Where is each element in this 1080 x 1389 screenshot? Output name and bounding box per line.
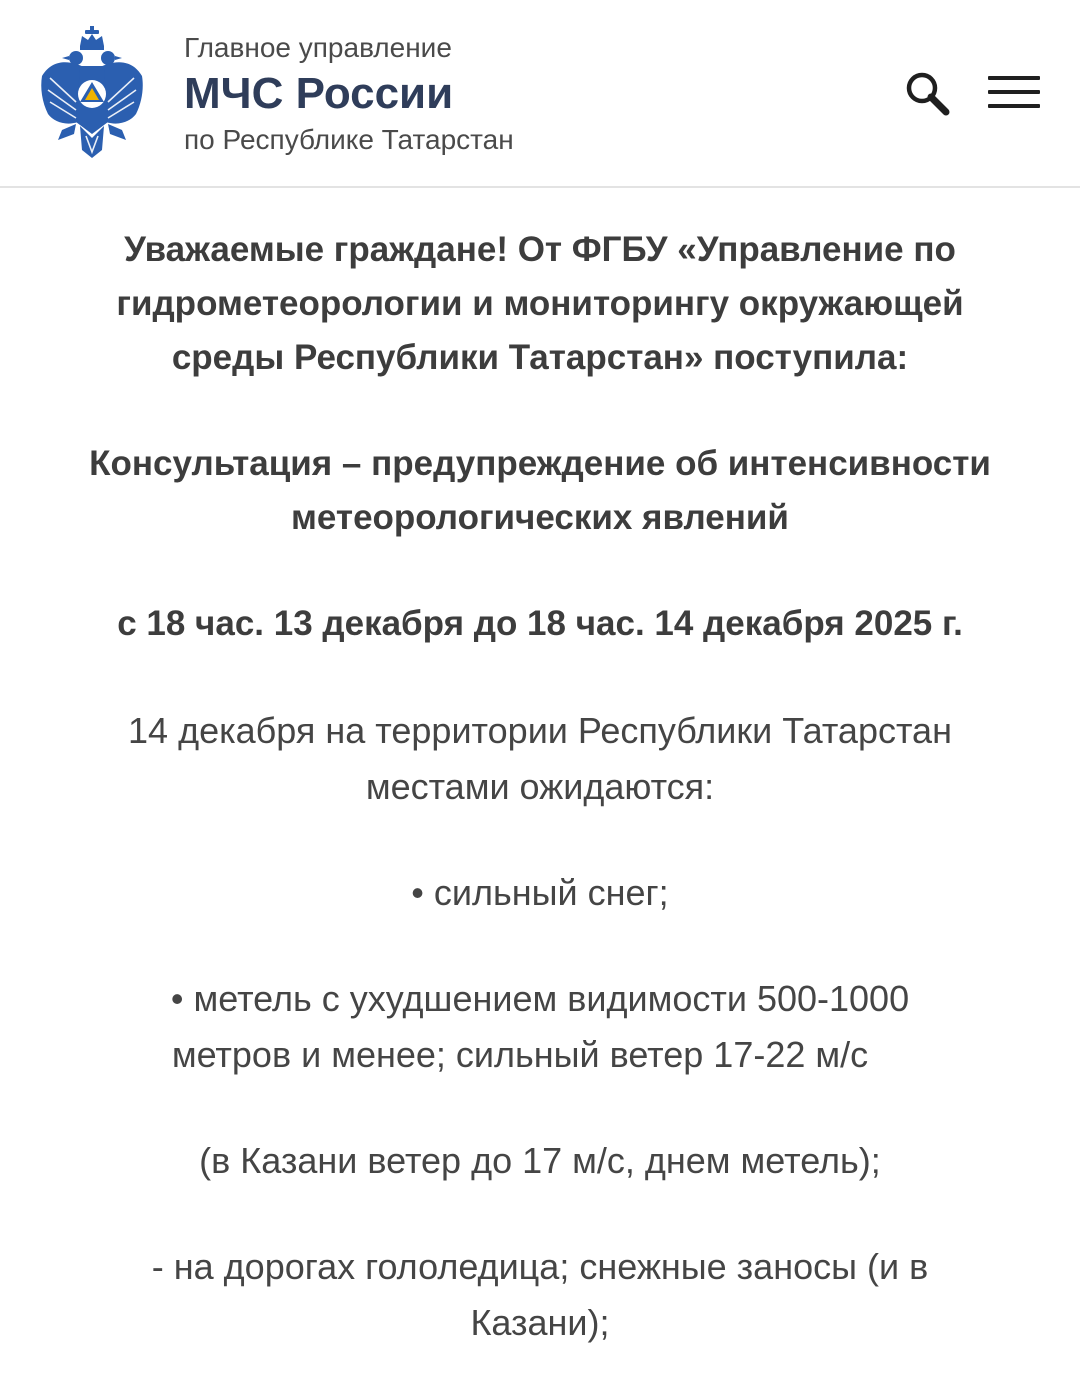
item-line: - на дорогах гололедица; снежные заносы (и в	[151, 1246, 929, 1287]
forecast-item-kazan	[0, 1133, 1080, 1189]
title-line: метеорологических явлений	[291, 498, 789, 537]
period-line: с 18 час. 13 декабря до 18 час. 14 декабря 2025 г.	[117, 604, 963, 643]
brand-title: МЧС России	[184, 69, 454, 118]
announcement-intro	[0, 223, 1080, 385]
forecast-intro	[0, 703, 1080, 815]
item-line: • сильный снег;	[411, 872, 669, 913]
forecast-item-snow	[0, 865, 1080, 921]
mchs-eagle-emblem-icon[interactable]	[36, 26, 148, 162]
site-header	[0, 0, 1080, 188]
forecast-item-roads	[0, 1239, 1080, 1351]
intro-line: среды Республики Татарстан» поступила:	[171, 338, 909, 377]
brand-subtitle-bottom: по Республике Татарстан	[184, 124, 514, 155]
brand-subtitle-top: Главное управление	[184, 32, 452, 63]
forecast-line: местами ожидаются:	[365, 766, 715, 807]
item-line: метров и менее; сильный ветер 17-22 м/с	[171, 1034, 869, 1075]
item-line: Казани);	[470, 1302, 610, 1343]
brand-block[interactable]	[184, 30, 744, 158]
intro-line: гидрометеорологии и мониторингу окружающей	[116, 284, 964, 323]
hamburger-menu-button[interactable]	[982, 70, 1044, 114]
forecast-line: 14 декабря на территории Республики Татарстан	[128, 710, 952, 751]
item-line: • метель с ухудшением видимости 500-1000	[170, 978, 910, 1019]
item-line: (в Казани ветер до 17 м/с, днем метель);	[199, 1140, 881, 1181]
intro-line: Уважаемые граждане! От ФГБУ «Управление по	[124, 230, 956, 269]
article-content	[0, 189, 1080, 1351]
warning-title	[0, 437, 1080, 545]
search-button[interactable]	[900, 66, 956, 122]
title-line: Консультация – предупреждение об интенсивности	[89, 444, 991, 483]
search-icon	[900, 66, 956, 122]
forecast-item-blizzard	[0, 971, 1080, 1083]
warning-period	[0, 597, 1080, 651]
